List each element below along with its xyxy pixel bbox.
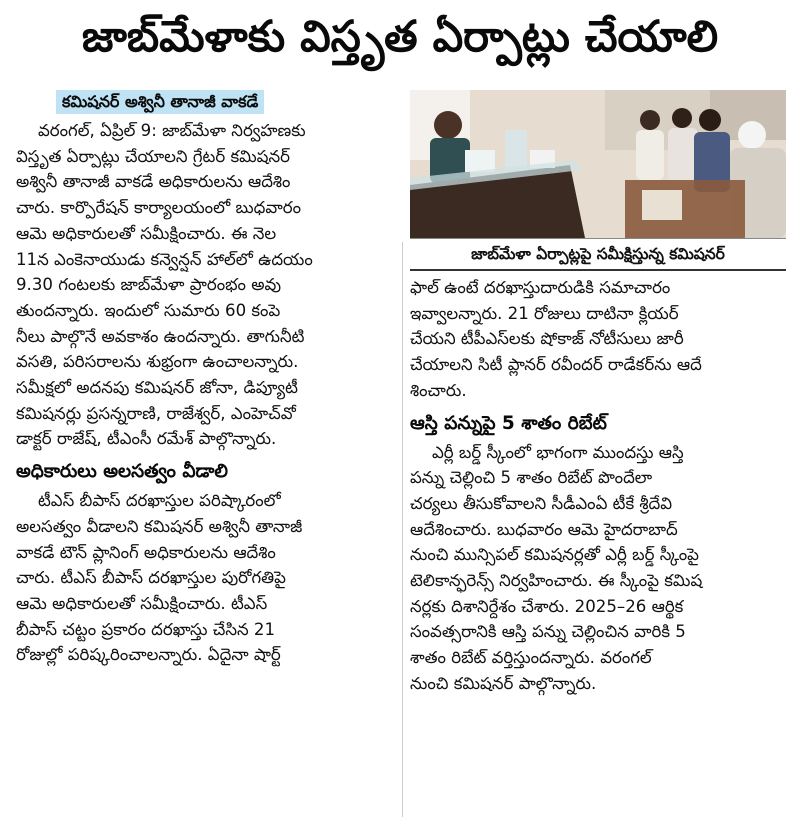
text-line: టీఎస్ బీపాస్ దరఖాస్తుల పరిష్కారంలో <box>38 491 281 511</box>
photo-caption: జాబ్‌మేళా ఏర్పాట్లపై సమీక్షిస్తున్న కమిషనర్ <box>410 239 786 271</box>
article-body-4 <box>410 440 786 697</box>
text-line: నుంచి మున్సిపల్ కమిషనర్లతో ఎర్లీ బర్డ్ స్కీంపై <box>410 545 699 565</box>
text-line: నర్లకు దిశానిర్దేశం చేశారు. 2025–26 ఆర్థిక <box>410 596 684 616</box>
text-line: 9.30 గంటలకు జాబ్‌మేళా ప్రారంభం అవు <box>16 275 282 295</box>
meeting-photo-illustration <box>410 90 786 238</box>
article-body-2 <box>16 488 400 668</box>
text-line: అలసత్వం వీడాలని కమిషనర్ అశ్వినీ తానాజీ <box>16 516 303 536</box>
column-divider <box>402 242 403 817</box>
text-line: చర్యలు తీసుకోవాలని సీడీఎంఏ టీకే శ్రీదేవి <box>410 493 673 513</box>
text-line: ఫాల్ ఉంటే దరఖాస్తుదారుడికి సమాచారం <box>410 278 671 297</box>
text-line: టెలికాన్ఫరెన్స్ నిర్వహించారు. ఈ స్కీంపై కమిష <box>410 571 703 591</box>
text-line: అశ్వినీ తానాజీ వాకడే అధికారులను ఆదేశిం <box>16 172 291 192</box>
text-line: 11న ఎంకెనాయుడు కన్వెన్షన్ హాల్‌లో ఉదయం <box>16 249 313 269</box>
text-line: చేయాలని సిటీ ప్లానర్ రవీందర్ రాడేకర్‌ను ఆదే <box>410 355 702 375</box>
text-line: వాకడే టౌన్ ప్లానింగ్ అధికారులను ఆదేశిం <box>16 542 276 562</box>
article-body-1 <box>16 118 400 452</box>
subheading-property-tax: ఆస్తి పన్నుపై 5 శాతం రిబేట్ <box>410 412 607 434</box>
text-line: ఇవ్వాలన్నారు. 21 రోజులు దాటినా క్లియర్ <box>410 303 679 323</box>
text-line: ఆమె అధికారులతో సమీక్షించారు. ఈ నెల <box>16 223 277 243</box>
text-line: చేయని టీపీఎస్‌లకు షోకాజ్ నోటీసులు జారీ <box>410 329 684 349</box>
text-line: డాక్టర్ రాజేష్, టీఎంసీ రమేశ్ పాల్గొన్నారు. <box>16 429 277 449</box>
text-line: సంవత్సరానికి ఆస్తి పన్ను చెల్లించిన వారికి 5 <box>410 622 686 642</box>
text-line: రోజుల్లో పరిష్కరించాలన్నారు. ఏదైనా షార్ట్ <box>16 645 281 665</box>
text-line: చారు. కార్పొరేషన్ కార్యాలయంలో బుధవారం <box>16 198 301 218</box>
text-line: శాతం రిబేట్ వర్తిస్తుందన్నారు. వరంగల్ <box>410 648 652 668</box>
text-line: ఆమె అధికారులతో సమీక్షించారు. టీఎస్ <box>16 593 268 613</box>
text-line: విస్తృత ఏర్పాట్లు చేయాలని గ్రేటర్ కమిషనర్ <box>16 146 290 166</box>
text-line: నీలు పాల్గొనే అవకాశం ఉందన్నారు. తాగునీటి <box>16 326 305 346</box>
text-line: శించారు. <box>410 380 467 400</box>
text-line: నుంచి కమిషనర్ పాల్గొన్నారు. <box>410 673 597 693</box>
text-line: ఆదేశించారు. బుధవారం ఆమె హైదరాబాద్ <box>410 519 678 539</box>
article-body-3 <box>410 275 786 404</box>
text-line: తుందన్నారు. ఇందులో సుమారు 60 కంపె <box>16 300 281 320</box>
news-photo <box>410 90 786 239</box>
right-column <box>410 90 786 697</box>
text-line: కమిషనర్లు ప్రసన్నరాణి, రాజేశ్వర్, ఎంహెచ్‌వో <box>16 403 296 423</box>
text-line: వసతి, పరిసరాలను శుభ్రంగా ఉంచాలన్నారు. <box>16 352 299 372</box>
text-line: చారు. టీఎస్ బీపాస్ దరఖాస్తుల పురోగతిపై <box>16 568 286 588</box>
left-column <box>16 90 400 668</box>
text-line: పన్ను చెల్లించి 5 శాతం రిబేట్ పొందేలా <box>410 468 653 488</box>
text-line: సమీక్షలో అదనపు కమిషనర్ జోనా, డిప్యూటీ <box>16 378 298 398</box>
byline: కమిషనర్ అశ్వినీ తానాజీ వాకడే <box>56 90 264 114</box>
text-line: ఎర్లీ బర్డ్ స్కీంలో భాగంగా ముందస్తు ఆస్తి <box>432 442 684 462</box>
subheading-officials: అధికారులు అలసత్వం వీడాలి <box>16 461 228 483</box>
text-line: బీపాస్ చట్టం ప్రకారం దరఖాస్తు చేసిన 21 <box>16 619 276 639</box>
text-line: వరంగల్, ఏప్రిల్ 9: జాబ్‌మేళా నిర్వహణకు <box>38 121 306 140</box>
headline: జాబ్‌మేళాకు విస్తృత ఏర్పాట్లు చేయాలి <box>81 12 719 62</box>
